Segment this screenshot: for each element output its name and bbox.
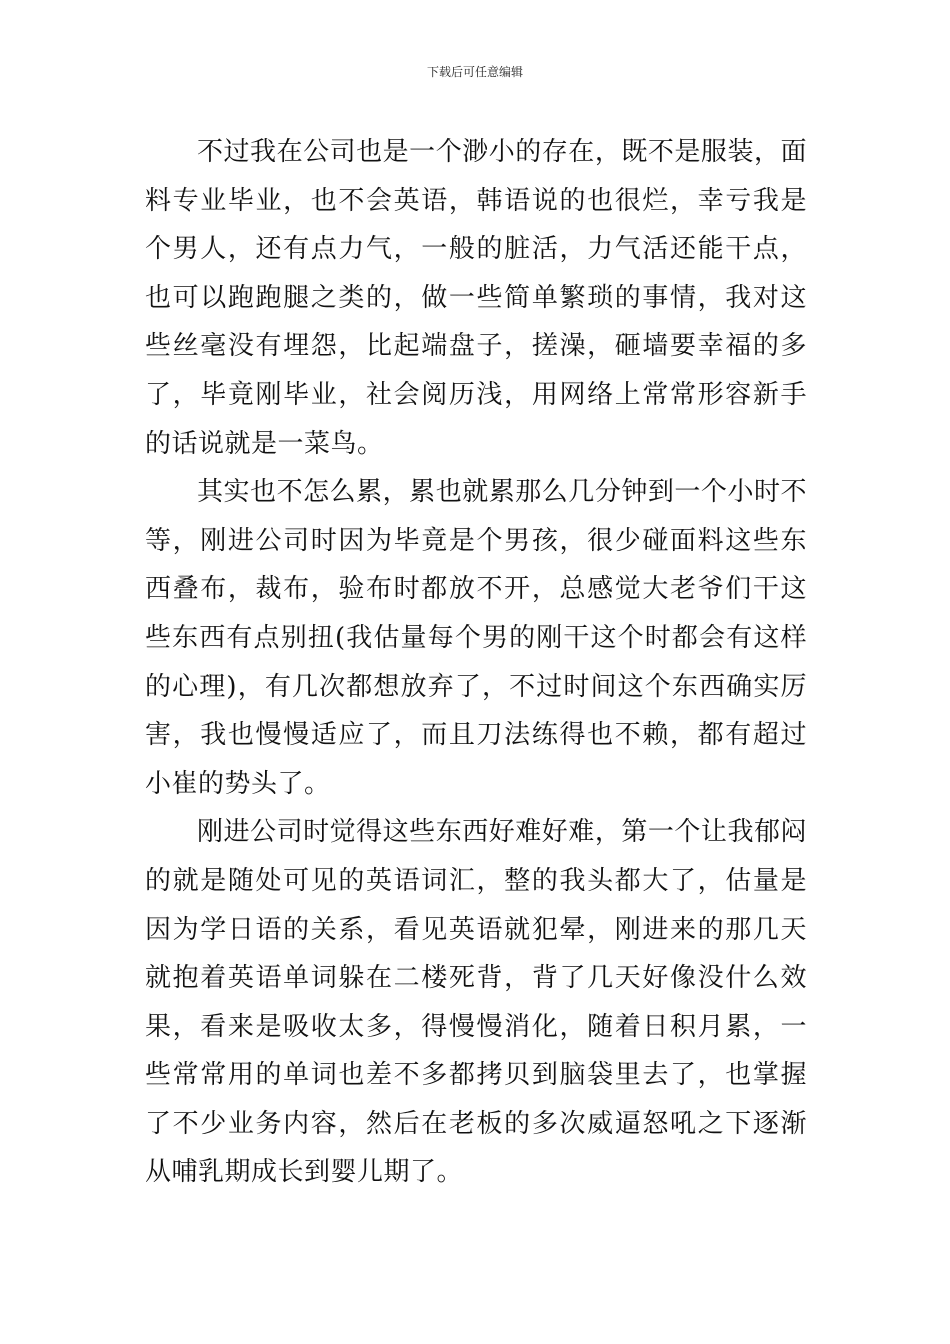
paragraph-3: 刚进公司时觉得这些东西好难好难，第一个让我郁闷的就是随处可见的英语词汇，整的我头都大了，估量是因为学日语的关系，看见英语就犯晕，刚进来的那几天就抱着英语单词躲在二楼死背，背了几天好像没什么效果，看来是吸收太多，得慢慢消化，随着日积月累，一些常常用的单词也差不多都拷贝到脑袋里去了，也掌握了不少业务内容，然后在老板的多次威逼怒吼之下逐渐从哺乳期成长到婴儿期了。 (145, 817, 807, 1188)
document-body (145, 128, 807, 1197)
paragraph-2: 其实也不怎么累，累也就累那么几分钟到一个小时不等，刚进公司时因为毕竟是个男孩，很少碰面料这些东西叠布，裁布，验布时都放不开，总感觉大老爷们干这些东西有点别扭(我估量每个男的刚干这个时都会有这样的心理)，有几次都想放弃了，不过时间这个东西确实厉害，我也慢慢适应了，而且刀法练得也不赖，都有超过小崔的势头了。 (145, 477, 807, 799)
page-header: 下载后可任意编辑 (426, 65, 523, 79)
paragraph-1: 不过我在公司也是一个渺小的存在，既不是服装，面料专业毕业，也不会英语，韩语说的也很烂，幸亏我是个男人，还有点力气，一般的脏活，力气活还能干点，也可以跑跑腿之类的，做一些简单繁琐的事情，我对这些丝毫没有埋怨，比起端盘子，搓澡，砸墙要幸福的多了，毕竟刚毕业，社会阅历浅，用网络上常常形容新手的话说就是一菜鸟。 (145, 137, 807, 459)
